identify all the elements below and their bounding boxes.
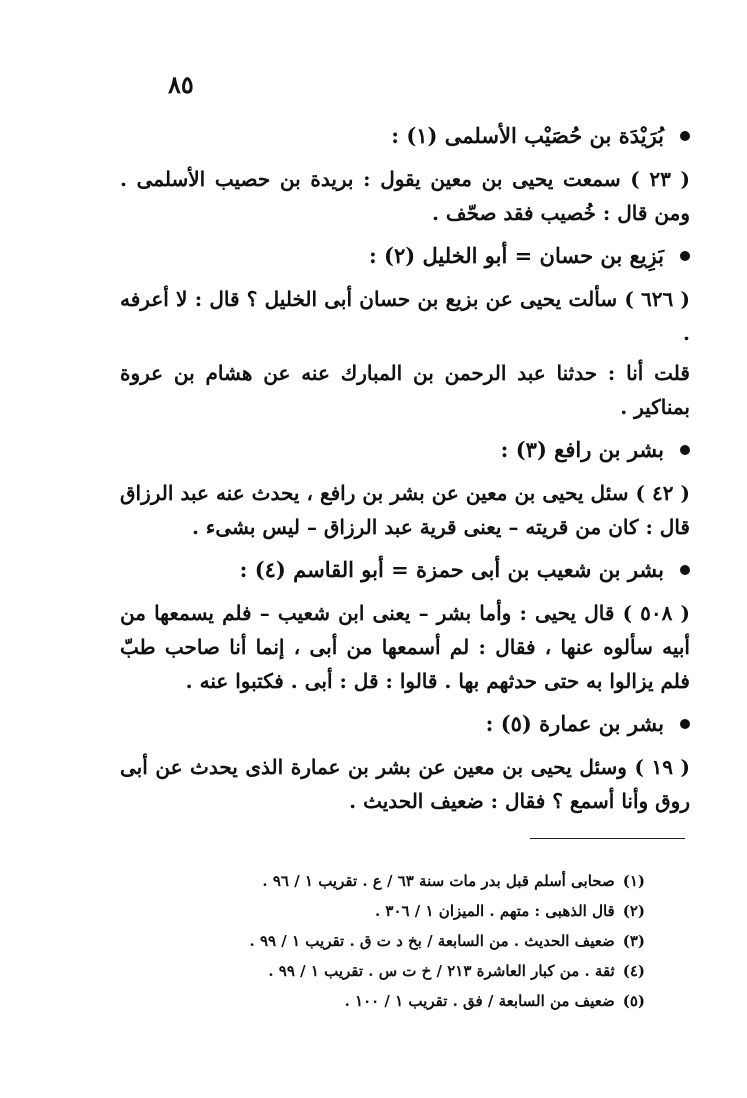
bullet-icon <box>680 565 690 575</box>
entry-heading <box>120 116 690 156</box>
footnote <box>150 956 645 986</box>
entry-paragraph: ( ٦٢٦ ) سألت يحيى عن بزيع بن حسان أبى الخليل ؟ قال : لا أعرفه . <box>120 287 690 345</box>
entry-heading <box>120 236 690 276</box>
entry-heading-text: بُرَيْدَة بن حُصَيْب الأسلمى (١) : <box>391 123 664 148</box>
bullet-icon <box>680 445 690 455</box>
entry-heading-text: بَزِيع بن حسان = أبو الخليل (٢) : <box>368 243 664 268</box>
entry-paragraph: ( ١٩ ) وسئل يحيى بن معين عن بشر بن عمارة الذى يحدث عن أبى روق وأنا أسمع ؟ فقال : ضعيف الحديث . <box>120 755 690 813</box>
entry-bishr-rafi <box>120 430 690 544</box>
entry-heading-text: بشر بن عمارة (٥) : <box>485 711 664 736</box>
entry-heading <box>120 704 690 744</box>
entry-bazi <box>120 236 690 424</box>
entry-paragraph: ( ٢٣ ) سمعت يحيى بن معين يقول : بريدة بن حصيب الأسلمى . ومن قال : خُصيب فقد صحّف . <box>120 167 690 225</box>
footnote <box>150 926 645 956</box>
footnote-number: (٣) <box>622 932 645 950</box>
footnote-text: قال الذهبى : متهم . الميزان ١ / ٣٠٦ . <box>374 902 615 920</box>
entry-heading <box>120 550 690 590</box>
entry-heading-text: بشر بن رافع (٣) : <box>500 437 664 462</box>
entry-paragraph: ( ٥٠٨ ) قال يحيى : وأما بشر – يعنى ابن شعيب – فلم يسمعها من أبيه سألوه عنها ، فقال : لم أسمعها من أبى ، إنما أنا صاحب طبّ فلم يزالوا به حتى حدثهم بها . قالوا : قل : أبى . فكتبوا عنه . <box>120 601 690 693</box>
entry-heading <box>120 430 690 470</box>
footnote-number: (١) <box>622 872 645 890</box>
entry-buraydah <box>120 116 690 230</box>
footnote <box>150 896 645 926</box>
entry-bishr-shuayb <box>120 550 690 698</box>
footnote-divider <box>530 838 685 839</box>
bullet-icon <box>680 719 690 729</box>
footnote <box>150 866 645 896</box>
main-text <box>120 112 690 824</box>
bullet-icon <box>680 251 690 261</box>
footnote-text: ضعيف من السابعة / فق . تقريب ١ / ١٠٠ . <box>344 992 615 1010</box>
footnotes <box>150 866 645 1016</box>
entry-paragraph: قلت أنا : حدثنا عبد الرحمن بن المبارك عنه عن هشام بن عروة بمناكير . <box>120 361 690 419</box>
page-number: ٨٥ <box>168 70 194 99</box>
footnote <box>150 986 645 1016</box>
entry-bishr-umarah <box>120 704 690 818</box>
footnote-text: صحابى أسلم قبل بدر مات سنة ٦٣ / ع . تقريب ١ / ٩٦ . <box>262 872 615 890</box>
entry-paragraph: ( ٤٢ ) سئل يحيى بن معين عن بشر بن رافع ، يحدث عنه عبد الرزاق قال : كان من قريته – يعنى قرية عبد الرزاق – ليس بشىء . <box>120 481 690 539</box>
footnote-number: (٢) <box>622 902 645 920</box>
footnote-text: ثقة . من كبار العاشرة ٢١٣ / خ ت س . تقريب ١ / ٩٩ . <box>268 962 615 980</box>
bullet-icon <box>680 131 690 141</box>
footnote-number: (٤) <box>622 962 645 980</box>
footnote-text: ضعيف الحديث . من السابعة / بخ د ت ق . تقريب ١ / ٩٩ . <box>249 932 615 950</box>
footnote-number: (٥) <box>622 992 645 1010</box>
entry-heading-text: بشر بن شعيب بن أبى حمزة = أبو القاسم (٤) : <box>239 557 664 582</box>
